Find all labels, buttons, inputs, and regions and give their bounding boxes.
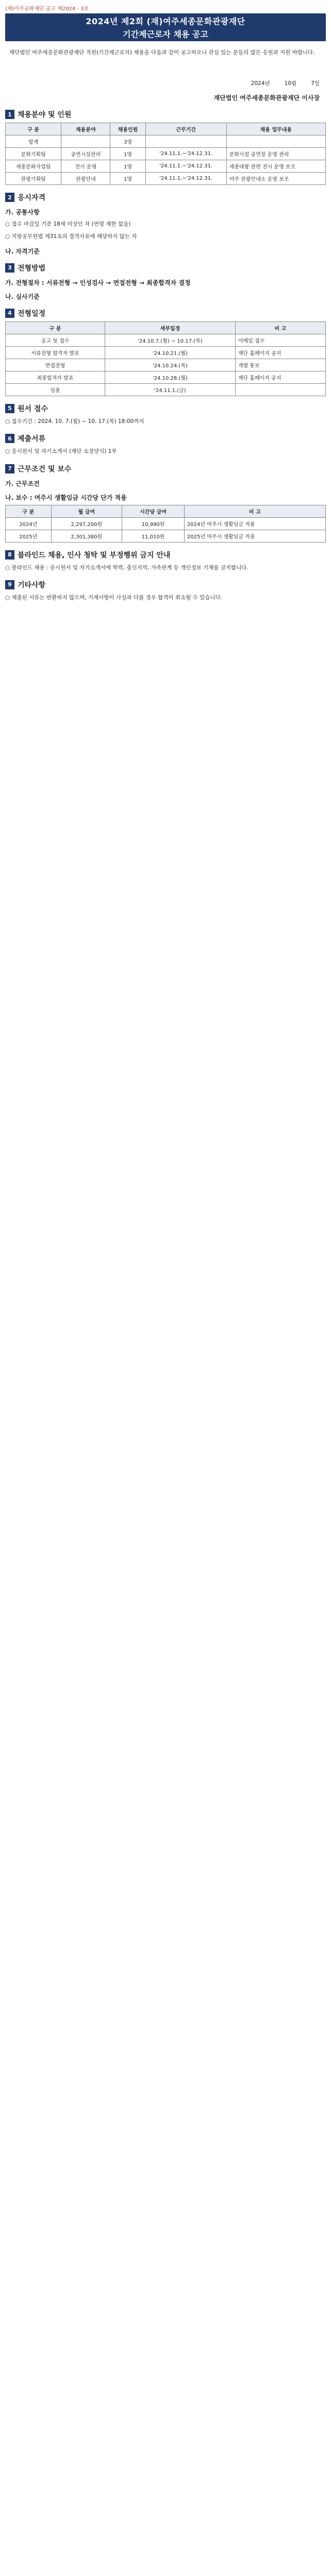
table-header: 비 고 xyxy=(184,505,325,517)
table-header: 구 분 xyxy=(6,505,52,517)
table-header: 채용분야 xyxy=(61,123,110,135)
table-cell: 전시 운영 xyxy=(61,160,110,173)
table-cell: 세종문화사업팀 xyxy=(6,160,61,173)
section-title: 응시자격 xyxy=(18,194,46,202)
table-row xyxy=(6,148,326,160)
subsection-title: 가. 근무조건 xyxy=(5,480,40,487)
table-row xyxy=(6,160,326,173)
section-title: 전형일정 xyxy=(18,309,46,318)
pay-table xyxy=(5,505,326,543)
section-title: 기타사항 xyxy=(18,581,46,589)
table-row xyxy=(6,334,326,346)
table-cell: 11,010원 xyxy=(122,530,185,542)
table-cell xyxy=(226,135,325,148)
table-row xyxy=(6,517,326,530)
section-6 xyxy=(5,433,326,456)
table-cell: 세종대왕 관련 전시 운영 보조 xyxy=(226,160,325,173)
table-header: 채용 업무내용 xyxy=(226,123,325,135)
table-cell: 임용 xyxy=(6,383,105,396)
date-year: 2024년 xyxy=(251,80,270,87)
table-cell: 관광안내 xyxy=(61,173,110,185)
paragraph: ○ 제출된 서류는 반환하지 않으며, 기재사항이 사실과 다를 경우 합격이 취소될 수 있습니다. xyxy=(5,594,223,601)
table-cell: '24.11.1.~'24.12.31. xyxy=(145,160,226,173)
section-title: 제출서류 xyxy=(18,435,46,444)
schedule-table xyxy=(5,321,326,396)
section-5 xyxy=(5,403,326,426)
section-number: 5 xyxy=(5,404,14,413)
table-cell: 1명 xyxy=(110,160,145,173)
section-8 xyxy=(5,550,326,572)
section-2 xyxy=(5,192,326,256)
table-cell: 10,990원 xyxy=(122,517,185,530)
table-row xyxy=(6,359,326,371)
table-cell: 2024년 여주시 생활임금 적용 xyxy=(184,517,325,530)
table-cell xyxy=(61,135,110,148)
table-cell: 2,301,380원 xyxy=(51,530,122,542)
paragraph: ○ 접수 마감일 기준 18세 이상인 자 (연령 제한 없음) xyxy=(5,221,131,227)
table-cell: 1명 xyxy=(110,173,145,185)
table-cell: 이메일 접수 xyxy=(235,334,325,346)
section-3 xyxy=(5,263,326,301)
table-cell xyxy=(145,135,226,148)
table-header: 근무기간 xyxy=(145,123,226,135)
table-header: 월 급여 xyxy=(51,505,122,517)
table-cell: '24.10.21.(월) xyxy=(105,346,236,359)
table-cell: 공연시설관리 xyxy=(61,148,110,160)
section-9 xyxy=(5,580,326,602)
intro-text: 재단법인 여주세종문화관광재단 직원(기간제근로자) 채용을 다음과 같이 공고하오니 관심 있는 분들의 많은 응원과 지원 바랍니다. xyxy=(9,49,315,56)
section-number: 4 xyxy=(5,309,14,318)
table-cell: 2025년 xyxy=(6,530,52,542)
paragraph: ○ 응시원서 및 자기소개서 (재단 소정양식) 1부 xyxy=(5,448,117,455)
table-header: 시간당 급여 xyxy=(122,505,185,517)
title-banner xyxy=(5,13,326,41)
date-line xyxy=(0,79,320,87)
section-1 xyxy=(5,109,326,185)
table-cell: 최종합격자 발표 xyxy=(6,371,105,383)
table-header: 비 고 xyxy=(235,321,325,334)
table-cell: 서류전형 합격자 발표 xyxy=(6,346,105,359)
table-cell: 1명 xyxy=(110,148,145,160)
subsection-title: 나. 자격기준 xyxy=(5,247,40,255)
table-header: 채용인원 xyxy=(110,123,145,135)
table-cell: 관광기획팀 xyxy=(6,173,61,185)
table-row xyxy=(6,530,326,542)
table-cell: 2025년 여주시 생활임금 적용 xyxy=(184,530,325,542)
table-cell: 문화시설 공연장 운영 관리 xyxy=(226,148,325,160)
section-title: 전형방법 xyxy=(18,264,46,273)
paragraph: ○ 블라인드 채용 : 응시원서 및 자기소개서에 학력, 출신지역, 가족관계 등 개인정보 기재를 금지합니다. xyxy=(5,564,249,571)
table-cell: 공고 및 접수 xyxy=(6,334,105,346)
table-row xyxy=(6,383,326,396)
positions-table xyxy=(5,123,326,185)
table-cell: '24.11.1.~'24.12.31. xyxy=(145,148,226,160)
section-number: 9 xyxy=(5,580,14,589)
subsection-title: 가. 공통사항 xyxy=(5,209,40,216)
section-number: 1 xyxy=(5,110,14,119)
announcement-number: (제)이주공화재단 공고 제2024 - 3호 xyxy=(5,6,89,12)
table-row xyxy=(6,173,326,185)
table-cell: 2024년 xyxy=(6,517,52,530)
section-title: 채용분야 및 인원 xyxy=(18,111,72,119)
section-number: 7 xyxy=(5,464,14,473)
section-number: 2 xyxy=(5,193,14,202)
table-cell: 재단 홈페이지 공지 xyxy=(235,346,325,359)
table-cell: '24.11.1.~'24.12.31. xyxy=(145,173,226,185)
table-cell: '24.10.7.(월) ~ 10.17.(목) xyxy=(105,334,236,346)
date-day: 7일 xyxy=(311,80,320,87)
title-line2: 기간제근로자 채용 공고 xyxy=(123,29,208,39)
section-title: 블라인드 채용, 인사 청탁 및 부정행위 금지 안내 xyxy=(18,551,171,560)
table-header: 구 분 xyxy=(6,123,61,135)
subsection-title: 가. 전형절차 : 서류전형 → 인성검사 → 면접전형 → 최종합격자 결정 xyxy=(5,279,191,286)
table-cell: 면접전형 xyxy=(6,359,105,371)
table-row xyxy=(6,135,326,148)
table-cell: 3명 xyxy=(110,135,145,148)
subsection-title: 나. 보수 : 여주시 생활임금 시간당 단가 적용 xyxy=(5,494,127,501)
date-month: 10월 xyxy=(284,80,297,87)
table-row xyxy=(6,371,326,383)
table-header: 구 분 xyxy=(6,321,105,334)
paragraph: ○ 접수기간 : 2024. 10. 7.(월) ~ 10. 17.(목) 18:00까지 xyxy=(5,418,144,425)
table-cell xyxy=(235,383,325,396)
subsection-title: 나. 심사기준 xyxy=(5,293,40,300)
table-cell: 개별 통보 xyxy=(235,359,325,371)
table-header: 세부일정 xyxy=(105,321,236,334)
section-number: 8 xyxy=(5,550,14,560)
table-cell: 재단 홈페이지 공지 xyxy=(235,371,325,383)
title-line1: 2024년 제2회 (재)여주세종문화관광재단 xyxy=(86,16,245,26)
table-row xyxy=(6,346,326,359)
table-cell: '24.10.24.(목) xyxy=(105,359,236,371)
section-number: 6 xyxy=(5,434,14,443)
table-cell: 여주 관광안내소 운영 보조 xyxy=(226,173,325,185)
table-cell: '24.10.28.(월) xyxy=(105,371,236,383)
section-title: 원서 접수 xyxy=(18,404,48,413)
section-4 xyxy=(5,308,326,396)
org-signature: 재단법인 여주세종문화관광재단 이사장 xyxy=(213,94,320,101)
section-number: 3 xyxy=(5,263,14,273)
section-title: 근무조건 및 보수 xyxy=(18,465,72,473)
table-cell: 합계 xyxy=(6,135,61,148)
table-cell: 문화기획팀 xyxy=(6,148,61,160)
paragraph: ○ 지방공무원법 제31조의 결격사유에 해당하지 않는 자 xyxy=(5,233,137,240)
table-cell: 2,297,200원 xyxy=(51,517,122,530)
section-7 xyxy=(5,464,326,543)
table-cell: '24.11.1.(금) xyxy=(105,383,236,396)
